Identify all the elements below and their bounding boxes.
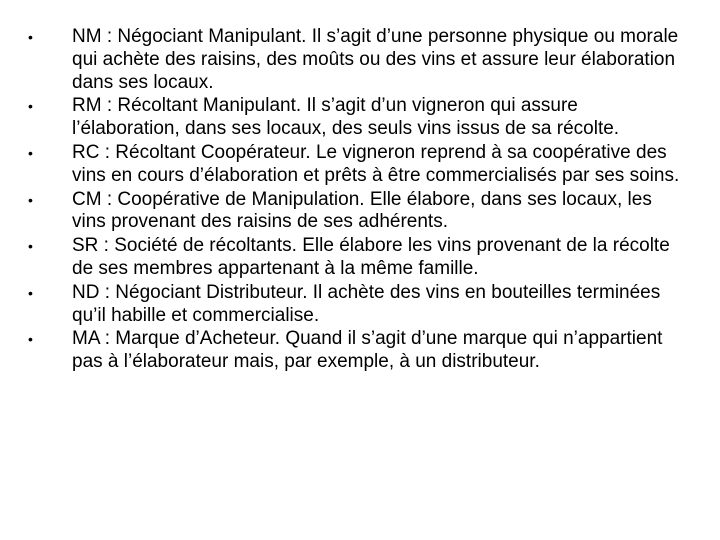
bullet-marker: • xyxy=(28,238,33,255)
bullet-marker: • xyxy=(28,29,33,45)
list-item-text: RC : Récoltant Coopérateur. Le vigneron reprend à sa coopérative des vins en cours d’élaboration et prêts à être commercialisés par ses soins. xyxy=(72,141,680,186)
list-item xyxy=(28,142,688,188)
list-item-text: CM : Coopérative de Manipulation. Elle élabore, dans ses locaux, les vins provenant des raisins de ses adhérents. xyxy=(72,188,652,233)
list-item-text: SR : Société de récoltants. Elle élabore les vins provenant de la récolte de ses membres appartenant à la même famille. xyxy=(72,235,670,279)
list-item-text: MA : Marque d’Acheteur. Quand il s’agit d’une marque qui n’appartient pas à l’élaborateur mais, par exemple, à un distributeur. xyxy=(72,328,663,373)
list-item xyxy=(28,282,688,328)
list-item xyxy=(28,235,688,281)
list-item xyxy=(28,189,688,235)
list-item-text: ND : Négociant Distributeur. Il achète des vins en bouteilles terminées qu’il habille et commercialise. xyxy=(72,281,661,326)
bullet-marker: • xyxy=(28,191,33,208)
bullet-marker: • xyxy=(28,331,33,348)
list-item-text: RM : Récoltant Manipulant. Il s’agit d’un vigneron qui assure l’élaboration, dans ses locaux, des seuls vins issus de sa récolte. xyxy=(72,95,620,140)
bullet-marker: • xyxy=(28,98,33,115)
list-item xyxy=(28,26,688,94)
bullet-marker: • xyxy=(28,144,33,161)
list-item-text: NM : Négociant Manipulant. Il s’agit d’une personne physique ou morale qui achète des raisins, des moûts ou des vins et assure leur élaboration dans ses locaux. xyxy=(72,26,679,93)
list-item xyxy=(28,328,688,374)
bullet-list xyxy=(28,26,688,375)
bullet-marker: • xyxy=(28,284,33,301)
list-item xyxy=(28,95,688,141)
